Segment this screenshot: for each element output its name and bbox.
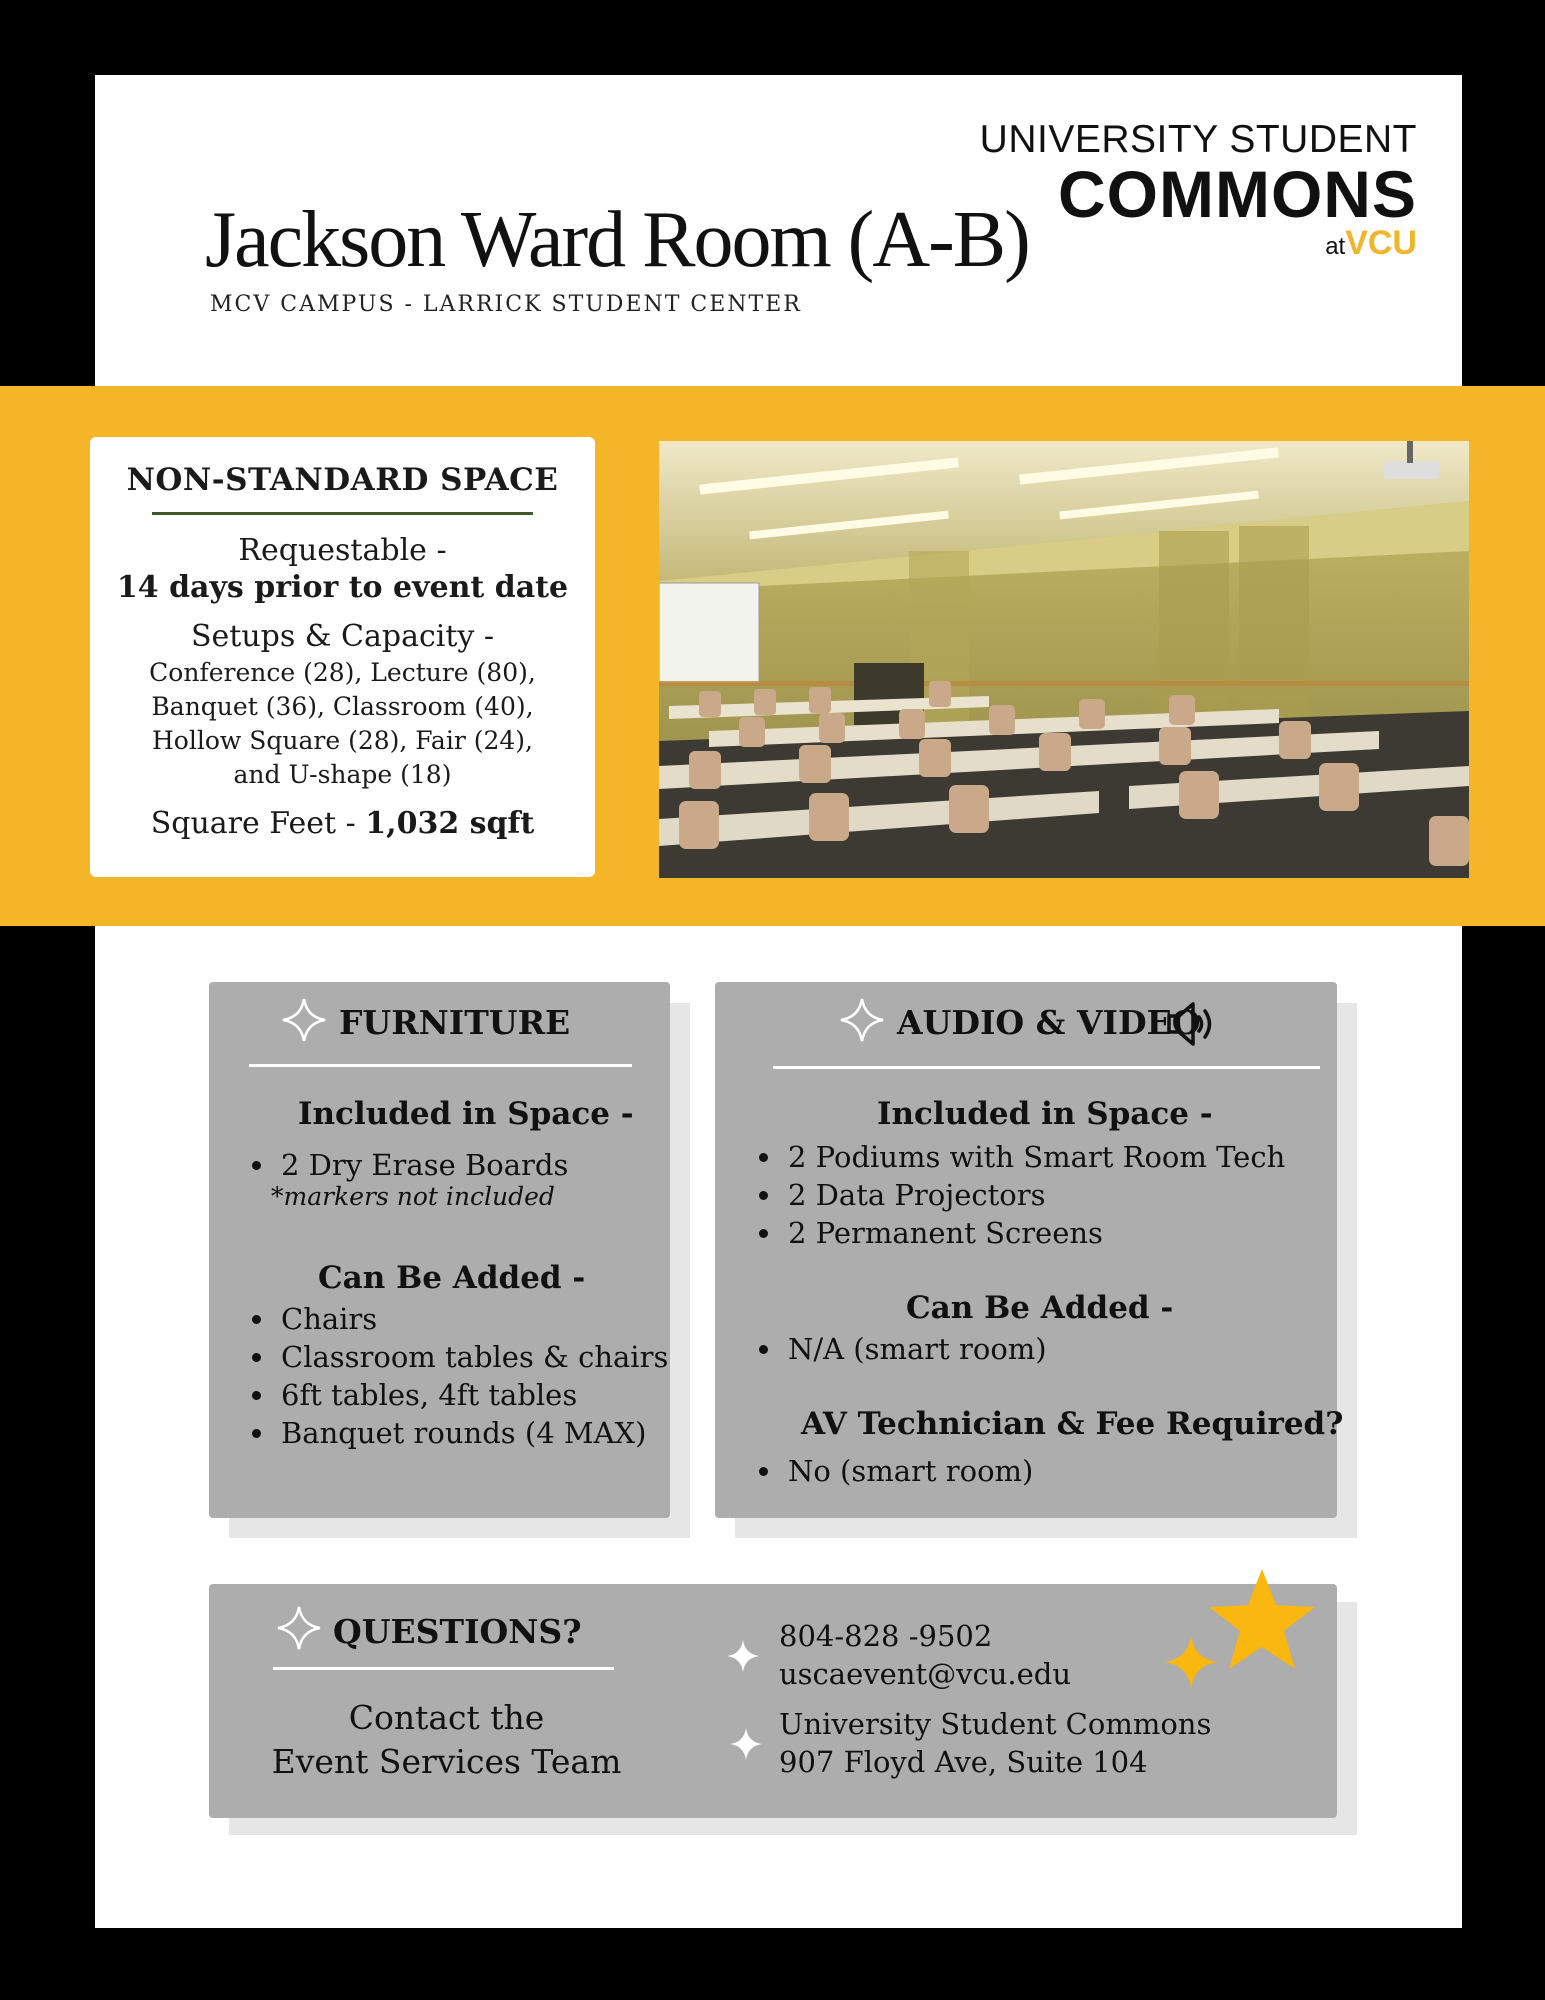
divider	[249, 1064, 632, 1067]
list-item: • 2 Podiums with Smart Room Tech	[784, 1138, 1285, 1176]
usc-logo	[980, 118, 1417, 264]
sparkle-icon	[839, 997, 885, 1043]
logo-brand: VCU	[1345, 224, 1417, 262]
av-included-list	[752, 1138, 1285, 1252]
questions-line: Event Services Team	[271, 1742, 622, 1781]
setups-capacity	[90, 656, 595, 792]
setups-line: and U-shape (18)	[233, 760, 452, 789]
speaker-icon	[1165, 1000, 1217, 1048]
furniture-included-list	[245, 1146, 568, 1210]
contact-email[interactable]: uscaevent@vcu.edu	[779, 1657, 1072, 1691]
setups-line: Conference (28), Lecture (80),	[149, 658, 536, 687]
furniture-added-heading: Can Be Added -	[318, 1260, 586, 1296]
requestable-value: 14 days prior to event date	[116, 570, 569, 605]
gold-sparkle-icon	[1162, 1633, 1220, 1691]
four-point-star-icon	[725, 1638, 761, 1674]
questions-title: QUESTIONS?	[333, 1612, 582, 1651]
divider	[152, 512, 533, 515]
list-item: • Chairs	[277, 1300, 668, 1338]
requestable-label: Requestable -	[238, 533, 447, 568]
questions-text	[259, 1696, 634, 1784]
divider	[273, 1667, 614, 1670]
setups-line: Banquet (36), Classroom (40),	[151, 692, 534, 721]
list-item: • Banquet rounds (4 MAX)	[277, 1414, 668, 1452]
furniture-title: FURNITURE	[339, 1003, 571, 1042]
setups-label: Setups & Capacity -	[190, 619, 495, 654]
questions-line: Contact the	[348, 1698, 545, 1737]
page-subtitle: MCV CAMPUS - LARRICK STUDENT CENTER	[210, 292, 802, 317]
list-item: • 2 Permanent Screens	[784, 1214, 1285, 1252]
list-item: • 2 Data Projectors	[784, 1176, 1285, 1214]
room-photo	[659, 441, 1469, 878]
av-tech-list	[752, 1452, 1033, 1490]
contact-address-line2: 907 Floyd Ave, Suite 104	[779, 1745, 1148, 1779]
furniture-added-list	[245, 1300, 668, 1452]
list-item: • No (smart room)	[784, 1452, 1033, 1490]
divider	[773, 1066, 1320, 1069]
list-item: • 6ft tables, 4ft tables	[277, 1376, 668, 1414]
page-title: Jackson Ward Room (A-B)	[205, 196, 1029, 284]
logo-top-text: UNIVERSITY STUDENT	[979, 118, 1417, 161]
sparkle-icon	[276, 1605, 322, 1651]
sparkle-icon	[281, 997, 327, 1043]
av-added-list	[752, 1330, 1047, 1368]
contact-address-line1: University Student Commons	[779, 1707, 1212, 1741]
square-feet	[90, 806, 595, 841]
list-item: • N/A (smart room)	[784, 1330, 1047, 1368]
markers-note: *markers not included	[271, 1182, 555, 1211]
four-point-star-icon	[728, 1726, 764, 1762]
room-photo-illustration	[659, 441, 1469, 878]
list-item-text: 2 Dry Erase Boards	[281, 1148, 569, 1182]
logo-main-text: COMMONS	[1058, 157, 1417, 231]
contact-phone[interactable]: 804-828 -9502	[779, 1619, 993, 1653]
list-item: • Classroom tables & chairs	[277, 1338, 668, 1376]
space-info-card	[90, 437, 595, 877]
av-added-heading: Can Be Added -	[906, 1290, 1174, 1326]
av-included-heading: Included in Space -	[877, 1096, 1213, 1132]
furniture-included-heading: Included in Space -	[298, 1096, 634, 1132]
sqft-value: 1,032 sqft	[365, 806, 535, 841]
logo-at: at	[1325, 233, 1346, 260]
av-title: AUDIO & VIDEO	[897, 1003, 1201, 1042]
sqft-label: Square Feet -	[150, 806, 356, 841]
logo-sub-text	[980, 226, 1417, 264]
setups-line: Hollow Square (28), Fair (24),	[152, 726, 533, 755]
gold-star-icon	[1205, 1565, 1320, 1675]
av-tech-heading: AV Technician & Fee Required?	[801, 1406, 1344, 1442]
space-type-heading: NON-STANDARD SPACE	[126, 462, 559, 498]
list-item	[271, 1146, 569, 1211]
